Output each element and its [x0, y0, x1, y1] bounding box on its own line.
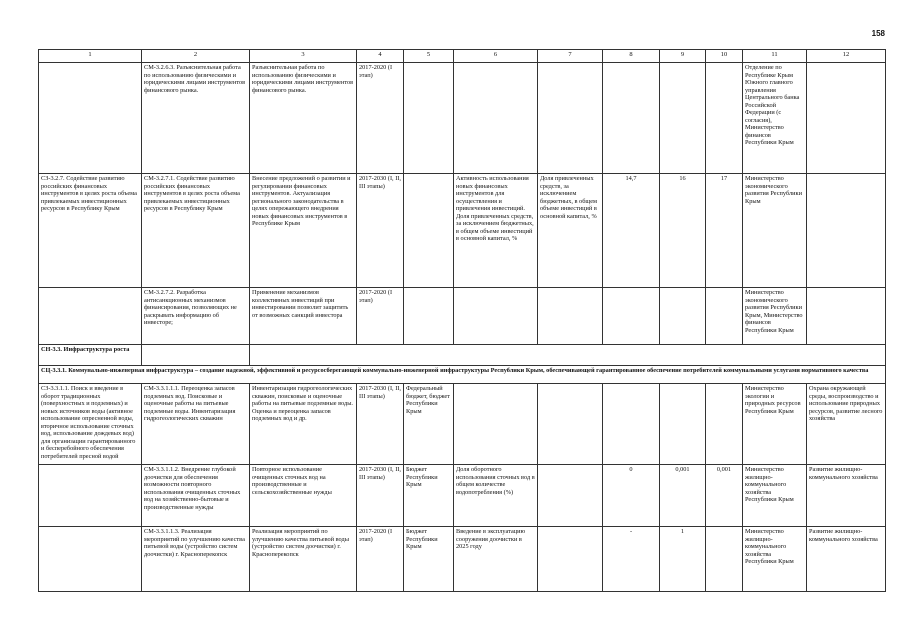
activity-cell: Повторное использование очищенных сточных вод на производственные и сельскохозяйственные нужды — [250, 465, 357, 527]
goal-cell — [39, 63, 142, 174]
period-cell: 2017-2030 (I, II, III этапы) — [357, 174, 404, 288]
indicator-cell: Введение в эксплуатацию сооружения доочистки в 2025 году — [454, 527, 538, 592]
goal-cell — [39, 288, 142, 345]
value-cell: - — [603, 527, 660, 592]
header-cell: 8 — [603, 50, 660, 63]
indicator-cell — [454, 63, 538, 174]
indicator-name-cell — [538, 465, 603, 527]
value-cell — [706, 288, 743, 345]
period-cell: 2017-2020 (I этап) — [357, 288, 404, 345]
funding-cell — [404, 288, 454, 345]
measure-cell: СМ-3.3.1.1.1. Переоценка запасов подземных вод. Поисковые и оценочные работы на питьевые подземные воды. Инвентаризация гидрогеологических скважин — [142, 384, 250, 465]
program-cell — [807, 174, 886, 288]
header-cell: 10 — [706, 50, 743, 63]
indicator-name-cell: Доля привлеченных средств, за исключением бюджетных, в общем объеме инвестиций в основной капитал, % — [538, 174, 603, 288]
indicator-cell: Активность использования новых финансовых инструментов для осуществления и привлечения инвестиций. Доля привлеченных средств, за исключением бюджетных, в общем объеме инвестиций в основной капитал, % — [454, 174, 538, 288]
header-cell: 12 — [807, 50, 886, 63]
period-cell: 2017-2020 (I этап) — [357, 527, 404, 592]
program-cell: Развитие жилищно-коммунального хозяйства — [807, 465, 886, 527]
header-cell: 1 — [39, 50, 142, 63]
value-cell — [660, 63, 706, 174]
funding-cell — [404, 174, 454, 288]
program-cell — [807, 63, 886, 174]
measure-cell: СМ-3.3.1.1.2. Внедрение глубокой доочистки для обеспечения возможности повторного использования очищенных сточных вод на хозяйственно-бытовые и производственные нужды — [142, 465, 250, 527]
goal-cell: СЗ-3.2.7. Содействие развитию российских финансовых инструментов в целях роста объема привлекаемых инвестиционных ресурсов в Республику Крым — [39, 174, 142, 288]
value-cell — [603, 63, 660, 174]
value-cell: 14,7 — [603, 174, 660, 288]
measure-cell: СМ-3.2.7.2. Разработка антисанкционных механизмов финансирования, позволяющих не раскрывать информацию об инвесторе; — [142, 288, 250, 345]
measure-cell: СМ-3.2.7.1. Содействие развитию российских финансовых инструментов в целях роста объема привлекаемых инвестиционных ресурсов в Республику Крым — [142, 174, 250, 288]
goal-cell — [39, 465, 142, 527]
value-cell: 0,001 — [706, 465, 743, 527]
value-cell — [660, 288, 706, 345]
indicator-cell — [454, 288, 538, 345]
header-cell: 3 — [250, 50, 357, 63]
responsible-cell: Министерство экологии и природных ресурсов Республики Крым — [743, 384, 807, 465]
funding-cell — [404, 63, 454, 174]
value-cell — [706, 527, 743, 592]
section-row — [39, 345, 886, 366]
header-cell: 11 — [743, 50, 807, 63]
activity-cell: Применение механизмов коллективных инвестиций при инвестировании позволит защитить от возможных санкций инвестора — [250, 288, 357, 345]
indicator-cell — [454, 384, 538, 465]
activity-cell: Инвентаризация гидрогеологических скважин, поисковые и оценочные работы на питьевые подземные воды. Оценка и переоценка запасов подземных вод и др. — [250, 384, 357, 465]
header-cell: 6 — [454, 50, 538, 63]
responsible-cell: Министерство экономического развития Республики Крым, Министерство финансов Республики Крым — [743, 288, 807, 345]
goal-cell: СЗ-3.3.1.1. Поиск и введение в оборот традиционных (поверхностных и подземных) и новых источников воды (активное использование опресненной воды, вторичное использование сточных вод, использование дождевых вод) для организации гарантированного и бесперебойного обеспечения потребителей пресной водой — [39, 384, 142, 465]
value-cell — [706, 63, 743, 174]
value-cell: 16 — [660, 174, 706, 288]
strategy-table — [38, 49, 886, 592]
indicator-name-cell — [538, 63, 603, 174]
table-row — [39, 527, 886, 592]
responsible-cell: Министерство жилищно-коммунального хозяйства Республики Крым — [743, 527, 807, 592]
activity-cell: Внесение предложений о развитии и регулировании финансовых инструментов. Актуализация регионального законодательства в целях опережающего внедрения новых финансовых инструментов в Республике Крым — [250, 174, 357, 288]
table-row — [39, 288, 886, 345]
header-row — [39, 50, 886, 63]
table-row — [39, 384, 886, 465]
period-cell: 2017-2030 (I, II, III этапы) — [357, 465, 404, 527]
value-cell — [603, 384, 660, 465]
value-cell: 17 — [706, 174, 743, 288]
value-cell: 1 — [660, 527, 706, 592]
value-cell: 0,001 — [660, 465, 706, 527]
subsection-row — [39, 366, 886, 384]
header-cell: 7 — [538, 50, 603, 63]
funding-cell: Федеральный бюджет, бюджет Республики Крым — [404, 384, 454, 465]
header-cell: 9 — [660, 50, 706, 63]
empty-cell — [250, 345, 886, 366]
responsible-cell: Отделение по Республике Крым Южного главного управления Центрального банка Российской Федерации (с согласия), Министерство финансов Республики Крым — [743, 63, 807, 174]
value-cell: 0 — [603, 465, 660, 527]
table-row — [39, 63, 886, 174]
empty-cell — [142, 345, 250, 366]
header-cell: 4 — [357, 50, 404, 63]
subsection-title: СЦ-3.3.1. Коммунально-инженерная инфраструктура – создание надежной, эффективной и ресурсосберегающей коммунально-инженерной инфраструктуры Республики Крым, обеспечивающей гарантированное обеспечение потребителей коммунальными услугами нормативного качества — [39, 366, 886, 384]
activity-cell: Разъяснительная работа по использованию физическими и юридическими лицами инструментов финансового рынка. — [250, 63, 357, 174]
responsible-cell: Министерство жилищно-коммунального хозяйства Республики Крым — [743, 465, 807, 527]
activity-cell: Реализация мероприятий по улучшению качества питьевой воды (устройство систем доочистки) г. Красноперекопск — [250, 527, 357, 592]
value-cell — [603, 288, 660, 345]
header-cell: 5 — [404, 50, 454, 63]
period-cell: 2017-2020 (I этап) — [357, 63, 404, 174]
table-row — [39, 174, 886, 288]
program-cell: Развитие жилищно-коммунального хозяйства — [807, 527, 886, 592]
table-row — [39, 465, 886, 527]
measure-cell: СМ-3.2.6.3. Разъяснительная работа по использованию физическими и юридическими лицами инструментов финансового рынка. — [142, 63, 250, 174]
indicator-name-cell — [538, 384, 603, 465]
header-cell: 2 — [142, 50, 250, 63]
program-cell — [807, 288, 886, 345]
indicator-cell: Доля оборотного использования сточных вод в общем количестве водопотребления (%) — [454, 465, 538, 527]
goal-cell — [39, 527, 142, 592]
responsible-cell: Министерство экономического развития Республики Крым — [743, 174, 807, 288]
value-cell — [706, 384, 743, 465]
section-title: СН-3.3. Инфраструктура роста — [39, 345, 142, 366]
indicator-name-cell — [538, 288, 603, 345]
funding-cell: Бюджет Республики Крым — [404, 465, 454, 527]
value-cell — [660, 384, 706, 465]
period-cell: 2017-2030 (I, II, III этапы) — [357, 384, 404, 465]
page-number: 158 — [871, 29, 885, 38]
program-cell: Охрана окружающей среды, воспроизводство и использование природных ресурсов, развитие лесного хозяйства — [807, 384, 886, 465]
measure-cell: СМ-3.3.1.1.3. Реализация мероприятий по улучшению качества питьевой воды (устройство систем доочистки) г. Красноперекопск — [142, 527, 250, 592]
funding-cell: Бюджет Республики Крым — [404, 527, 454, 592]
indicator-name-cell — [538, 527, 603, 592]
